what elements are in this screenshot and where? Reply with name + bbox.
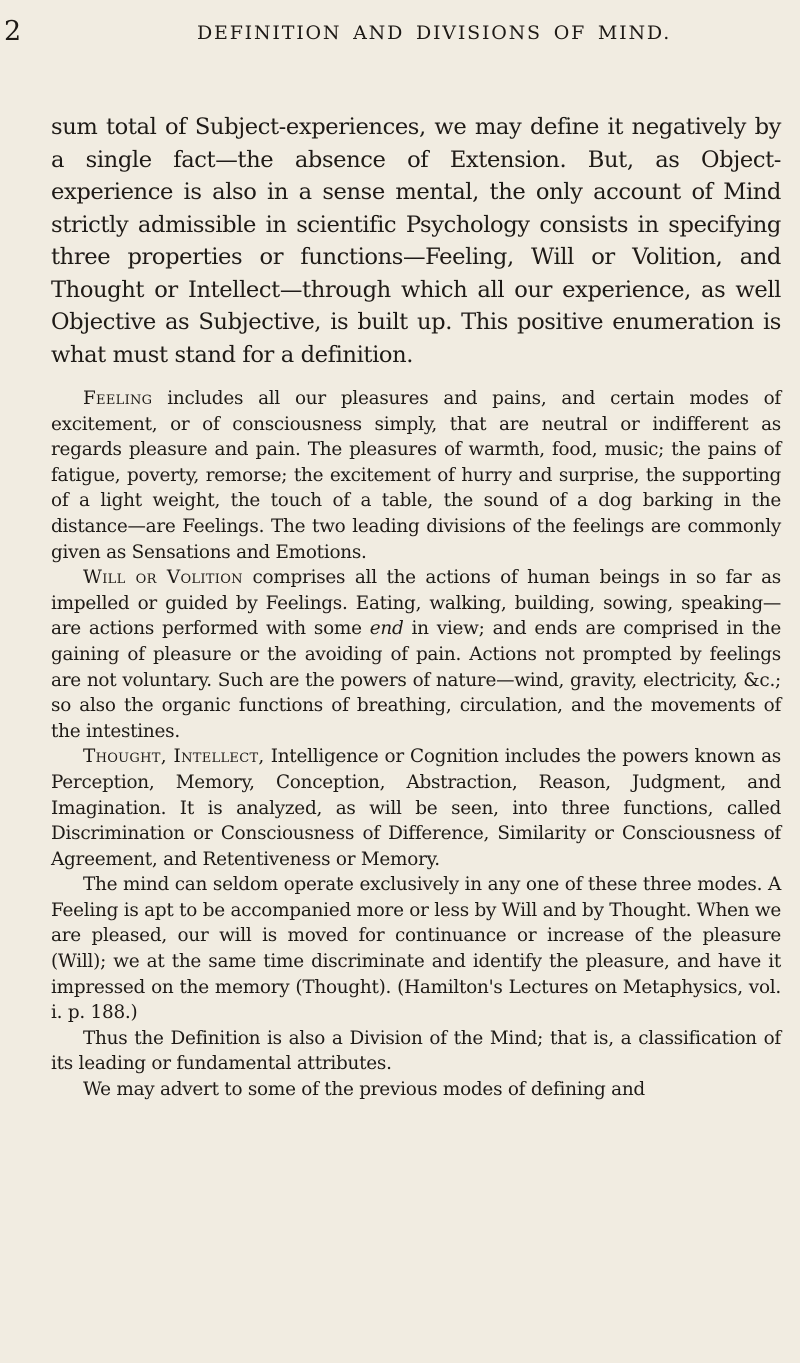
feeling-text: includes all our pleasures and pains, and certain modes of excitement, or of consciousness simply, that are neutral or indifferent as regards pleasure and pain. The pleasures of warmth, food, music; the pains of fatigue, poverty, remorse; the excitement of hurry and surprise, the supporting of a light weight, the touch of a table, the sound of a dog barking in the distance—are Feelings. The two leading divisions of the feelings are commonly given as Sensations and Emotions. bbox=[51, 388, 781, 563]
intro-paragraph: sum total of Subject-experiences, we may define it negatively by a single fact—the absence of Extension. But, as Object-experience is also in a sense mental, the only account of Mind strictly admissible in scientific Psychology consists in specifying three properties or functions—Feeling, Will or Volition, and Thought or Intellect—through which all our experience, as well Objective as Subjective, is built up. This positive enumeration is what must stand for a definition. bbox=[51, 114, 781, 368]
thought-paragraph bbox=[51, 744, 781, 872]
closing-paragraph: We may advert to some of the previous modes of defining and bbox=[83, 1079, 645, 1101]
running-title: DEFINITION AND DIVISIONS OF MIND. bbox=[197, 22, 672, 44]
will-term: Will or Volition bbox=[83, 567, 243, 589]
thought-term: Thought, Intellect, bbox=[83, 746, 265, 768]
modes-paragraph: The mind can seldom operate exclusively in any one of these three modes. A Feeling is apt to be accompanied more or less by Will and by Thought. When we are pleased, our will is moved for continuance or increase of the pleasure (Will); we at the same time discriminate and identify the pleasure, and have it impressed on the memory (Thought). (Hamilton's Lectures on Metaphysics, vol. i. p. 188.) bbox=[51, 874, 781, 1024]
page-number: 2 bbox=[4, 16, 22, 47]
feeling-paragraph bbox=[51, 386, 781, 565]
will-paragraph bbox=[51, 565, 781, 744]
thought-text: Intelligence or Cognition includes the powers known as Perception, Memory, Conception, Abstraction, Reason, Judgment, and Imagination. It is analyzed, as will be seen, into three functions, called Discrimination or Consciousness of Difference, Similarity or Consciousness of Agreement, and Retentiveness or Memory. bbox=[51, 746, 781, 870]
will-text-after: in view; and ends are comprised in the gaining of pleasure or the avoiding of pain. Actions not prompted by feelings are not voluntary. Such are the powers of nature—wind, gravity, electricity, &c.; so also the organic functions of breathing, circulation, and the movements of the intestines. bbox=[51, 618, 781, 742]
definition-paragraph: Thus the Definition is also a Division of the Mind; that is, a classification of its leading or fundamental attributes. bbox=[51, 1027, 781, 1075]
will-text-before: comprises all the actions of human beings in so far as impelled or guided by Feelings. Eating, walking, building, sowing, speaking—are actions performed with some bbox=[51, 567, 781, 640]
body-text bbox=[51, 111, 781, 1103]
feeling-term: Feeling bbox=[83, 388, 153, 409]
will-emphasis: end bbox=[369, 618, 404, 640]
running-head bbox=[0, 16, 800, 56]
